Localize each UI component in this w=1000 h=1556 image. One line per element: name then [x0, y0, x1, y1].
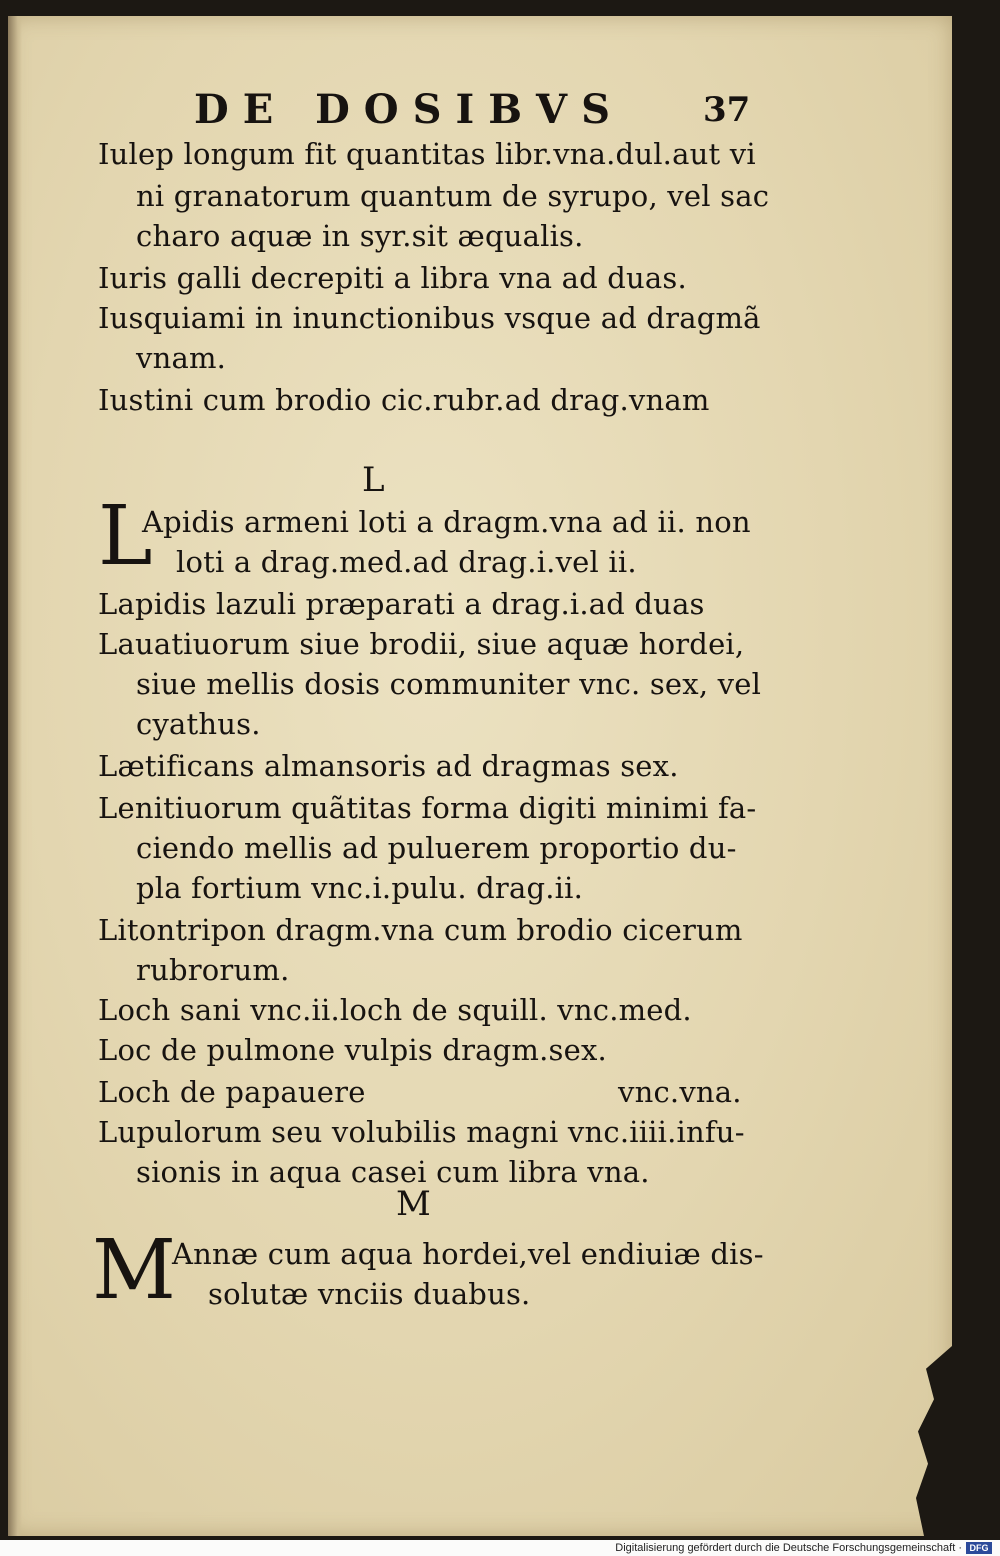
entry-line: Lenitiuorum quãtitas forma digiti minimi fa- — [98, 791, 757, 825]
running-title: DE DOSIBVS — [194, 86, 624, 133]
entry-line: siue mellis dosis communiter vnc. sex, vel — [136, 667, 762, 701]
book-page — [8, 16, 952, 1536]
entry-line: ciendo mellis ad puluerem proportio du- — [136, 831, 737, 865]
credit-text: Digitalisierung gefördert durch die Deutsche Forschungsgemeinschaft — [615, 1542, 956, 1554]
drop-cap-m: M — [92, 1223, 176, 1318]
entry-line: rubrorum. — [136, 953, 290, 987]
entry-line: solutæ vnciis duabus. — [208, 1277, 531, 1311]
section-heading-l: L — [362, 460, 385, 500]
entry-line: charo aquæ in syr.sit æqualis. — [136, 219, 584, 253]
entry-line — [98, 1072, 742, 1112]
binding-gutter — [8, 16, 22, 1536]
entry-line: Lætificans almansoris ad dragmas sex. — [98, 749, 679, 783]
entry-line: loti a drag.med.ad drag.i.vel ii. — [176, 545, 637, 579]
entry-line: Annæ cum aqua hordei,vel endiuiæ dis- — [172, 1237, 764, 1271]
entry-line: Iuris galli decrepiti a libra vna ad duas. — [98, 261, 687, 295]
entry-line: cyathus. — [136, 707, 261, 741]
page-number: 37 — [703, 90, 751, 130]
dfg-logo: DFG — [966, 1542, 992, 1554]
entry-line: pla fortium vnc.i.pulu. drag.ii. — [136, 871, 584, 905]
entry-text: Loch de papauere — [98, 1075, 366, 1109]
footer-credit: Digitalisierung gefördert durch die Deutsche Forschungsgemeinschaft · — [615, 1542, 962, 1554]
drop-cap-l: L — [98, 489, 153, 584]
section-heading-m: M — [396, 1184, 431, 1224]
entry-line: Iulep longum fit quantitas libr.vna.dul.aut vi — [98, 137, 756, 171]
entry-line: Lapidis lazuli præparati a drag.i.ad duas — [98, 587, 705, 621]
entry-line: Iusquiami in inunctionibus vsque ad dragmã — [98, 301, 761, 335]
entry-line: vnam. — [136, 341, 227, 375]
entry-line: Lauatiuorum siue brodii, siue aquæ hordei, — [98, 627, 745, 661]
entry-line: Loc de pulmone vulpis dragm.sex. — [98, 1033, 607, 1067]
entry-line: Litontripon dragm.vna cum brodio cicerum — [98, 913, 743, 947]
torn-page-edge — [912, 1346, 952, 1536]
entry-line: sionis in aqua casei cum libra vna. — [136, 1155, 650, 1189]
entry-line: Iustini cum brodio cic.rubr.ad drag.vnam — [98, 383, 710, 417]
entry-line: Loch sani vnc.ii.loch de squill. vnc.med. — [98, 993, 692, 1027]
entry-amount: vnc.vna. — [618, 1075, 742, 1109]
entry-line: Apidis armeni loti a dragm.vna ad ii. non — [142, 505, 751, 539]
entry-line: Lupulorum seu volubilis magni vnc.iiii.infu- — [98, 1115, 745, 1149]
entry-line: ni granatorum quantum de syrupo, vel sac — [136, 179, 770, 213]
